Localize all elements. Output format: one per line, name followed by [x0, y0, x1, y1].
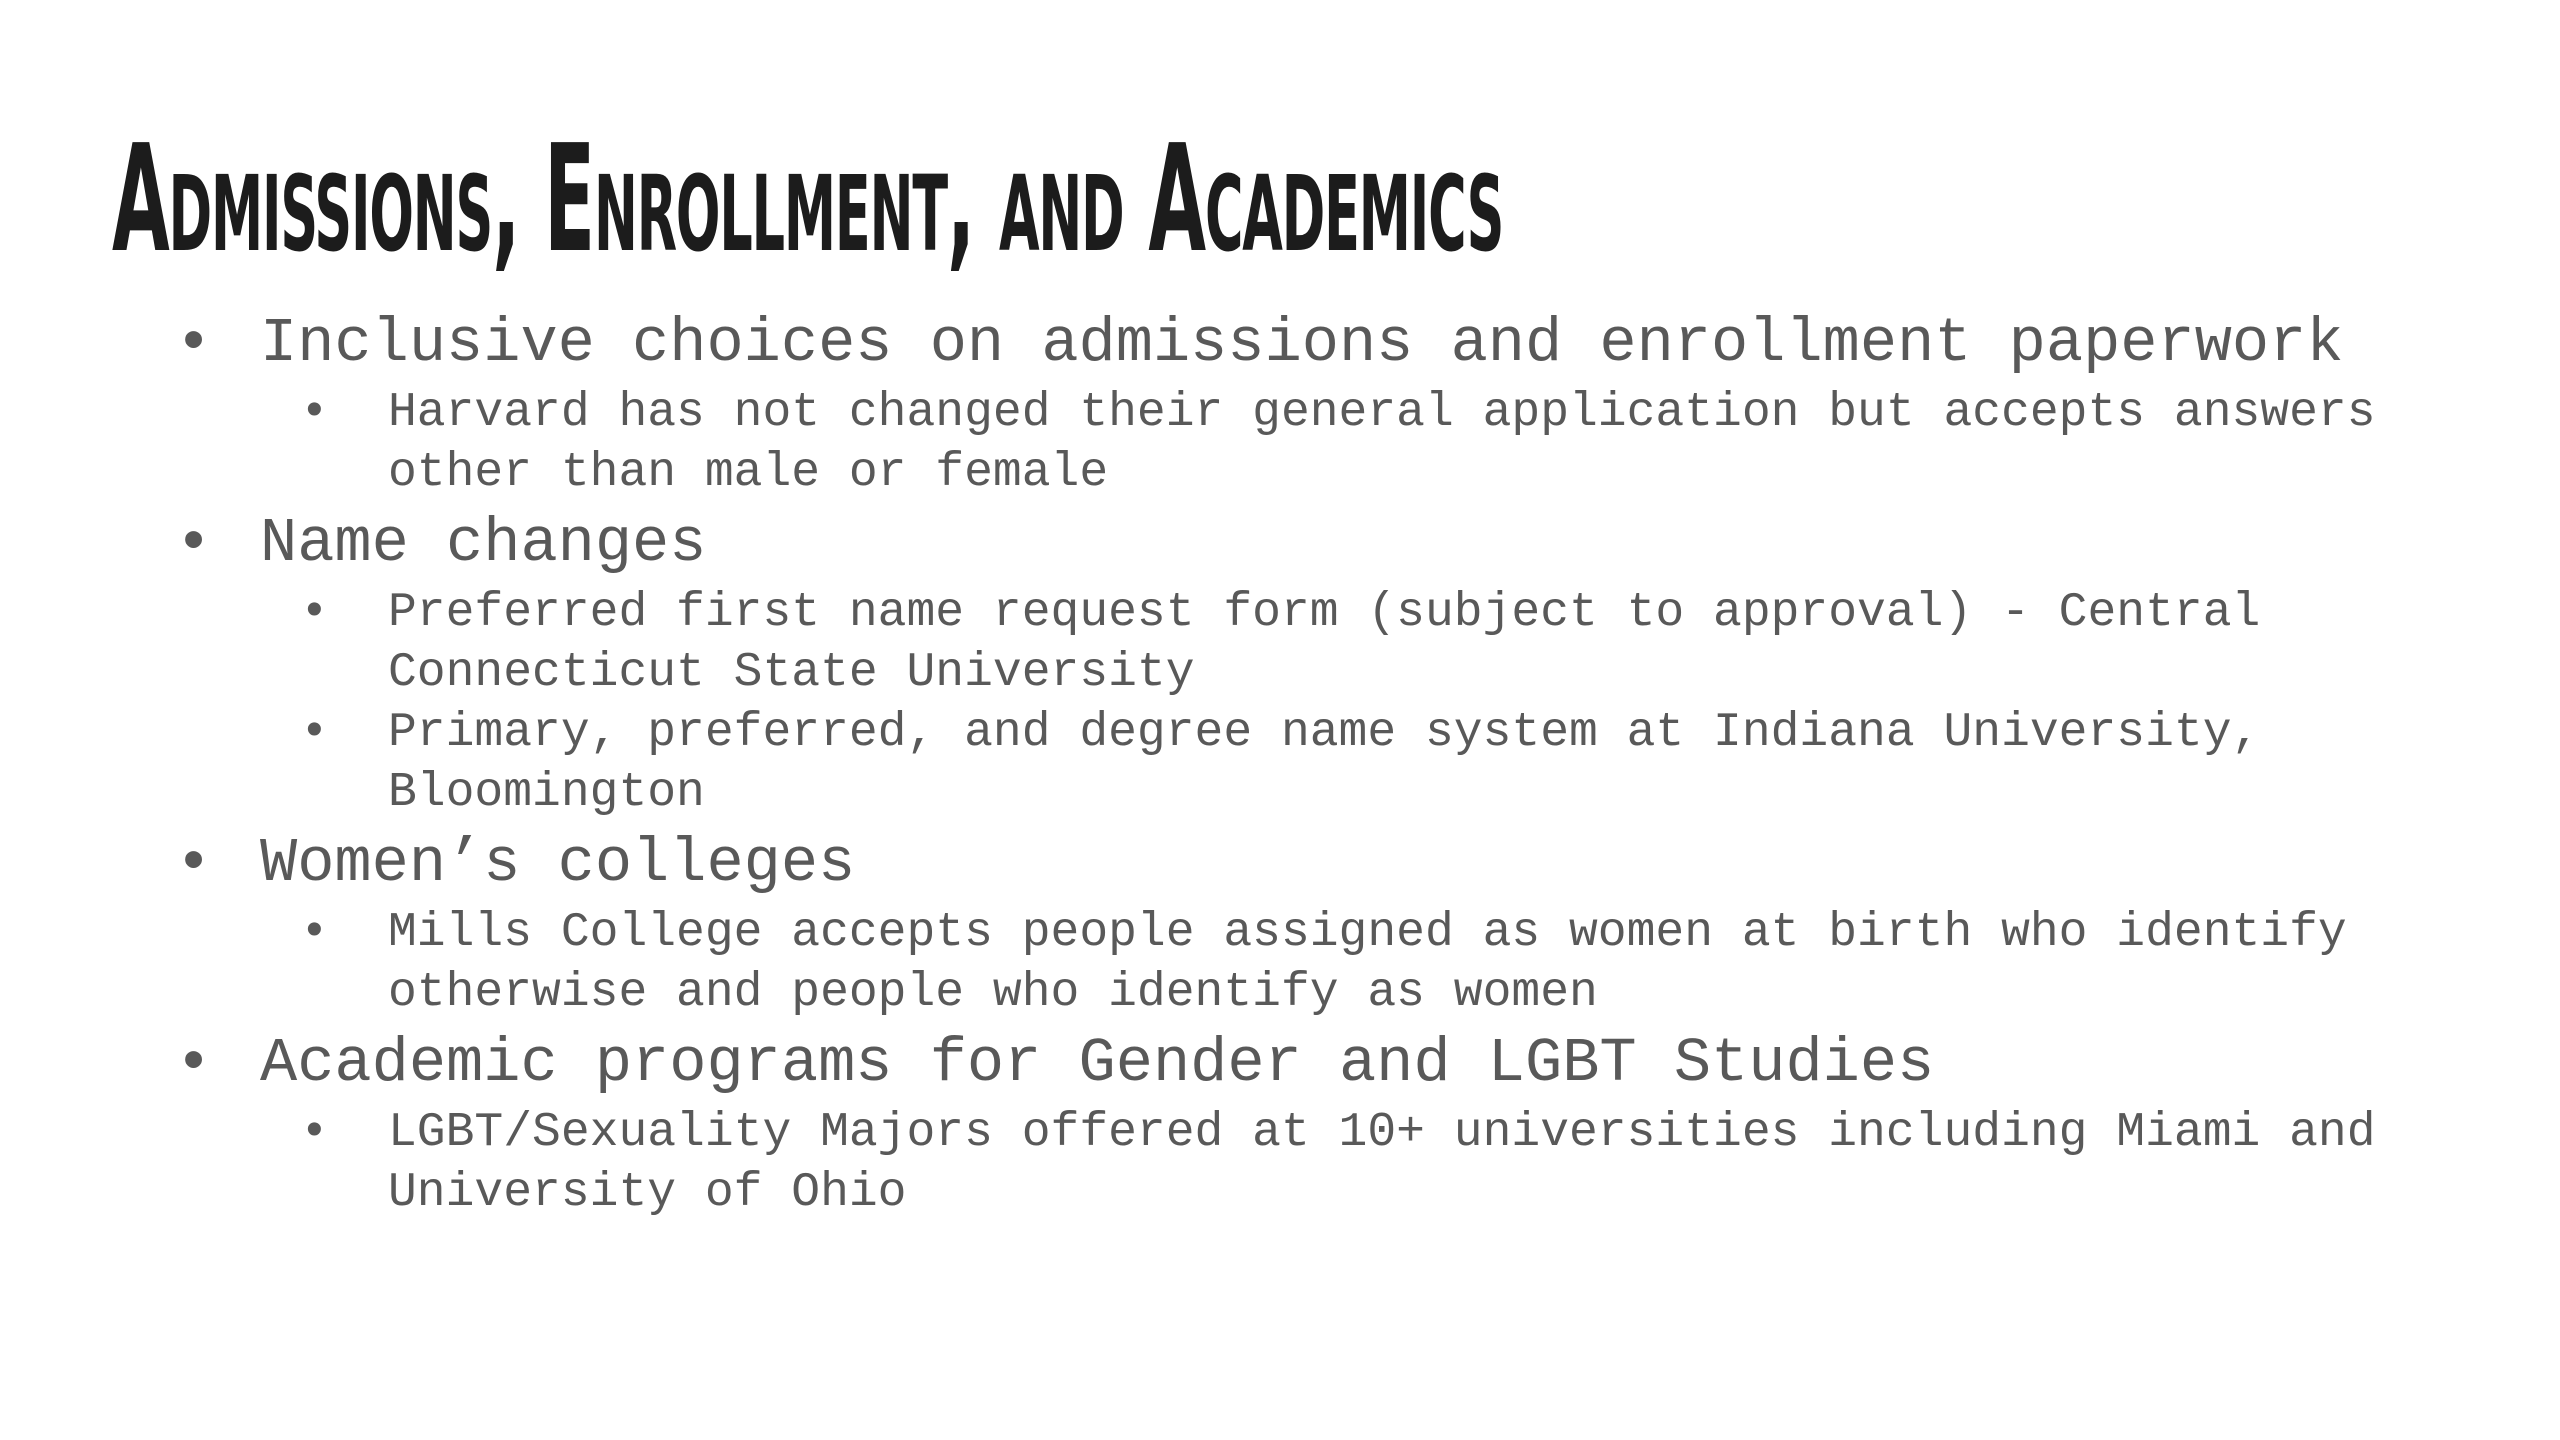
bullet-list: [175, 305, 2475, 1223]
bullet-item: [175, 305, 2475, 503]
bullet-item: [175, 825, 2475, 1023]
sub-bullet-icon: •: [300, 586, 329, 640]
bullet-icon: •: [175, 1028, 213, 1099]
sub-bullet-text: Primary, preferred, and degree name system at Indiana University, Bloomington: [388, 706, 2261, 820]
sub-bullet-item: [258, 703, 2475, 823]
sub-bullet-text: Preferred first name request form (subject to approval) - Central Connecticut State University: [388, 586, 2261, 700]
sub-bullet-list: [260, 903, 2475, 1023]
bullet-heading: Academic programs for Gender and LGBT Studies: [260, 1028, 1935, 1099]
sub-bullet-item: [258, 383, 2475, 503]
sub-bullet-text: LGBT/Sexuality Majors offered at 10+ universities including Miami and University of Ohio: [388, 1106, 2376, 1220]
sub-bullet-list: [260, 383, 2475, 503]
bullet-heading: Inclusive choices on admissions and enrollment paperwork: [260, 308, 2344, 379]
bullet-item: [175, 1025, 2475, 1223]
bullet-heading: Women’s colleges: [260, 828, 856, 899]
sub-bullet-list: [260, 1103, 2475, 1223]
sub-bullet-text: Harvard has not changed their general application but accepts answers other than male or female: [388, 386, 2376, 500]
sub-bullet-icon: •: [300, 906, 329, 960]
sub-bullet-icon: •: [300, 1106, 329, 1160]
sub-bullet-icon: •: [300, 706, 329, 760]
slide-title: Admissions, Enrollment, and Academics: [112, 113, 1504, 285]
bullet-icon: •: [175, 308, 213, 379]
sub-bullet-icon: •: [300, 386, 329, 440]
sub-bullet-item: [258, 583, 2475, 703]
bullet-heading: Name changes: [260, 508, 707, 579]
sub-bullet-text: Mills College accepts people assigned as women at birth who identify otherwise and people who identify as women: [388, 906, 2347, 1020]
sub-bullet-list: [260, 583, 2475, 823]
bullet-icon: •: [175, 508, 213, 579]
bullet-icon: •: [175, 828, 213, 899]
sub-bullet-item: [258, 1103, 2475, 1223]
bullet-item: [175, 505, 2475, 823]
sub-bullet-item: [258, 903, 2475, 1023]
slide-body: [175, 305, 2475, 1225]
